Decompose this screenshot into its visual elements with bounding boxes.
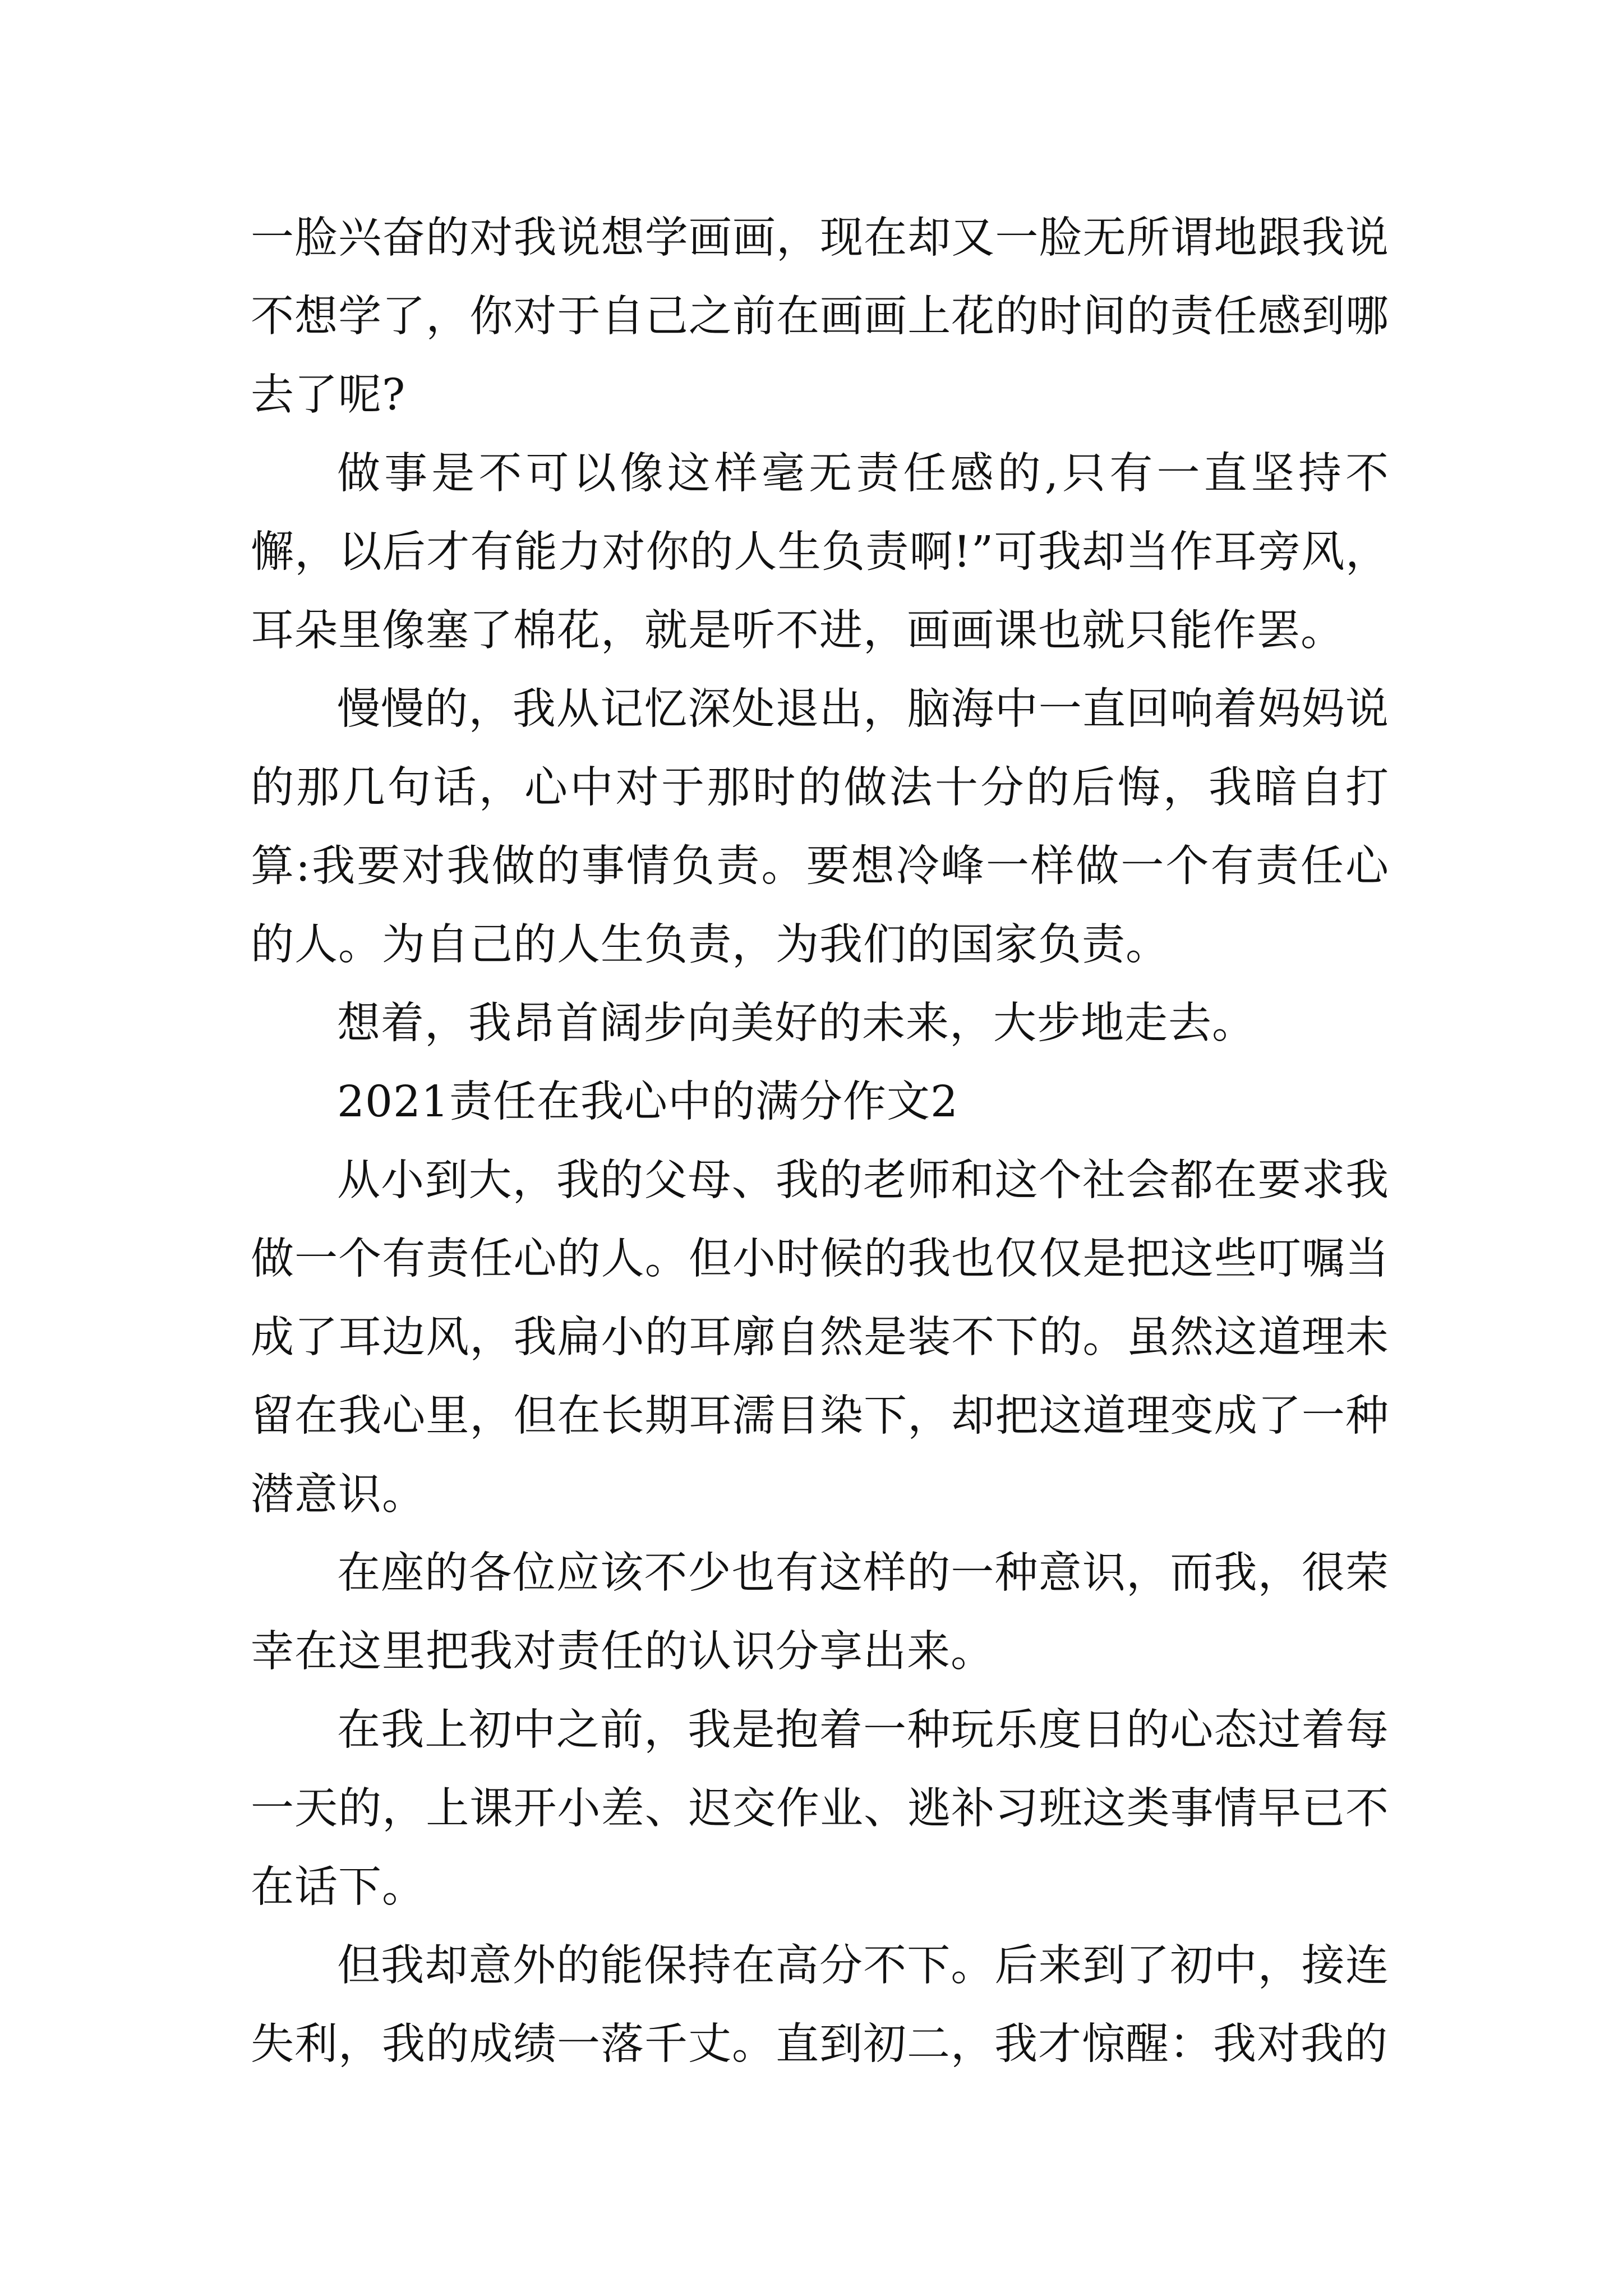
paragraph: 从小到大，我的父母、我的老师和这个社会都在要求我做一个有责任心的人。但小时候的我也仅仅是把这些叮嘱当成了耳边风，我扁小的耳廓自然是装不下的。虽然这道理未留在我心里，但在长期耳濡目染下，却把这道理变成了一种潜意识。 [251,1156,1389,1520]
paragraph: 在我上初中之前，我是抱着一种玩乐度日的心态过着每一天的，上课开小差、迟交作业、逃补习班这类事情早已不在话下。 [251,1705,1389,1912]
section-heading: 2021责任在我心中的满分作文2 [337,1077,958,1127]
paragraph: 但我却意外的能保持在高分不下。后来到了初中，接连失利，我的成绩一落千丈。直到初二，我才惊醒：我对我的 [251,1941,1389,2069]
paragraph-continuation: 一脸兴奋的对我说想学画画，现在却又一脸无所谓地跟我说不想学了，你对于自己之前在画画上花的时间的责任感到哪去了呢? [251,213,1389,420]
paragraph: 做事是不可以像这样毫无责任感的,只有一直坚持不懈，以后才有能力对你的人生负责啊!”可我却当作耳旁风，耳朵里像塞了棉花，就是听不进，画画课也就只能作罢。 [251,449,1389,656]
article-body [251,199,1389,2084]
paragraph: 慢慢的，我从记忆深处退出，脑海中一直回响着妈妈说的那几句话，心中对于那时的做法十分的后悔，我暗自打算:我要对我做的事情负责。要想冷峰一样做一个有责任心的人。为自己的人生负责，为我们的国家负责。 [251,684,1389,970]
paragraph: 在座的各位应该不少也有这样的一种意识，而我，很荣幸在这里把我对责任的认识分享出来。 [251,1548,1389,1677]
paragraph: 想着，我昂首阔步向美好的未来，大步地走去。 [337,999,1256,1048]
